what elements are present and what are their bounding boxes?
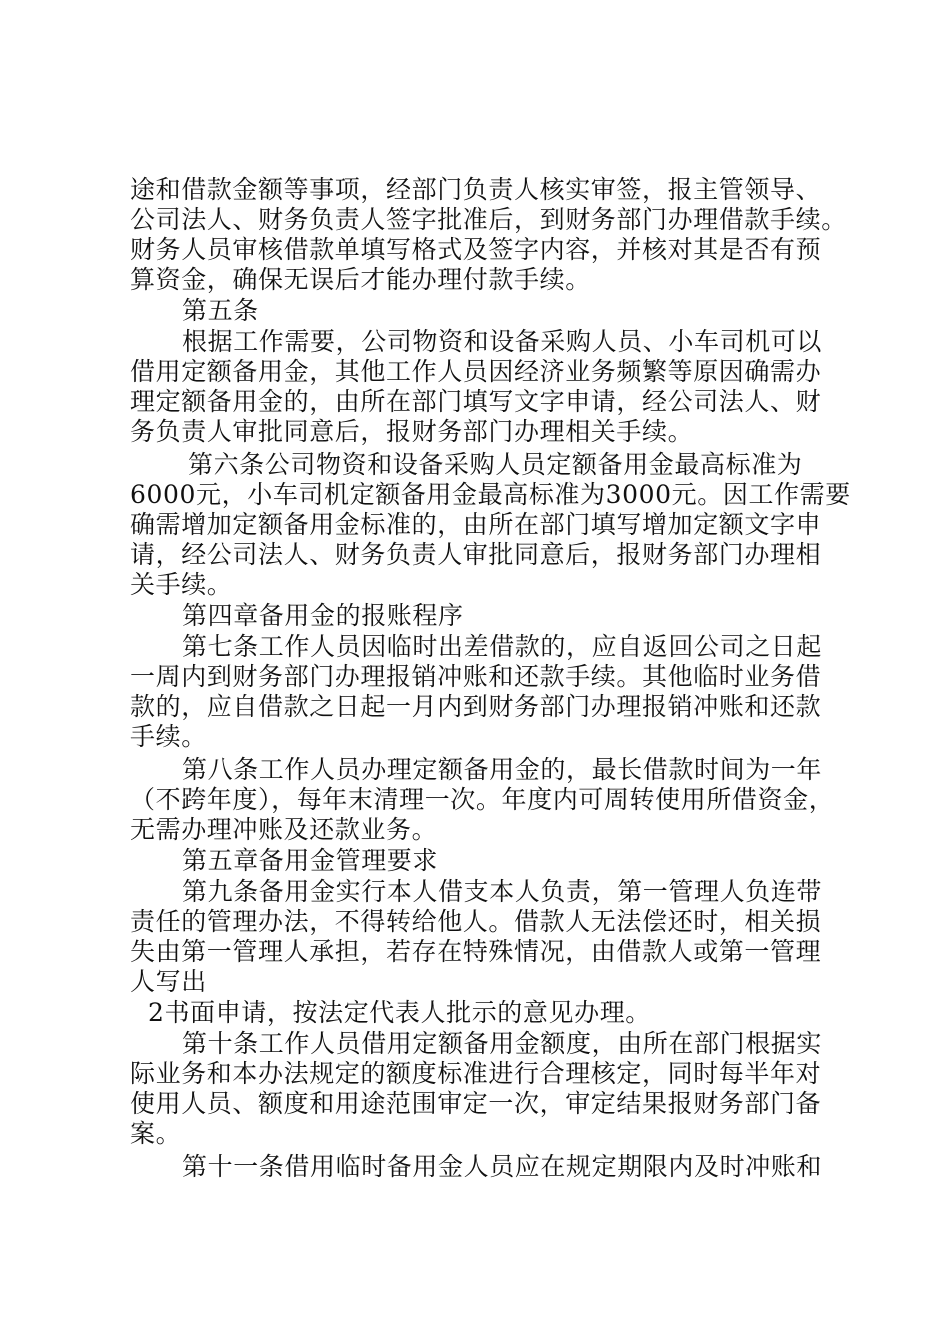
text-line: 算资金，确保无误后才能办理付款手续。 bbox=[130, 265, 591, 294]
text-line: 人写出 bbox=[130, 967, 207, 996]
text-line: 2书面申请，按法定代表人批示的意见办理。 bbox=[148, 998, 651, 1027]
text-line: 责任的管理办法，不得转给他人。借款人无法偿还时，相关损 bbox=[130, 907, 822, 936]
text-line: 一周内到财务部门办理报销冲账和还款手续。其他临时业务借 bbox=[130, 662, 822, 691]
text-line: 第七条工作人员因临时出差借款的，应自返回公司之日起 bbox=[182, 632, 823, 661]
text-line: 第十条工作人员借用定额备用金额度，由所在部门根据实 bbox=[182, 1029, 823, 1058]
text-line: 务负责人审批同意后，报财务部门办理相关手续。 bbox=[130, 417, 694, 446]
chapter-heading: 第四章备用金的报账程序 bbox=[182, 601, 464, 630]
text-line: 失由第一管理人承担，若存在特殊情况，由借款人或第一管理 bbox=[130, 937, 822, 966]
text-line: 财务人员审核借款单填写格式及签字内容，并核对其是否有预 bbox=[130, 235, 822, 264]
text-line: 使用人员、额度和用途范围审定一次，审定结果报财务部门备 bbox=[130, 1089, 822, 1118]
text-line: 请，经公司法人、财务负责人审批同意后，报财务部门办理相 bbox=[130, 540, 822, 569]
text-line: 无需办理冲账及还款业务。 bbox=[130, 815, 438, 844]
text-line: 公司法人、财务负责人签字批准后，到财务部门办理借款手续。 bbox=[130, 205, 847, 234]
text-line: 理定额备用金的，由所在部门填写文字申请，经公司法人、财 bbox=[130, 387, 822, 416]
text-line: 第八条工作人员办理定额备用金的，最长借款时间为一年 bbox=[182, 755, 823, 784]
text-line: 第九条备用金实行本人借支本人负责，第一管理人负连带 bbox=[182, 877, 823, 906]
text-line: 第六条公司物资和设备采购人员定额备用金最高标准为 bbox=[188, 450, 803, 479]
article-heading: 第五条 bbox=[182, 296, 259, 325]
text-line: 确需增加定额备用金标准的，由所在部门填写增加定额文字申 bbox=[130, 510, 822, 539]
text-line: 款的，应自借款之日起一月内到财务部门办理报销冲账和还款 bbox=[130, 692, 822, 721]
text-line: 际业务和本办法规定的额度标准进行合理核定，同时每半年对 bbox=[130, 1059, 822, 1088]
text-line: 根据工作需要，公司物资和设备采购人员、小车司机可以 bbox=[182, 327, 823, 356]
chapter-heading: 第五章备用金管理要求 bbox=[182, 846, 439, 875]
text-line: 途和借款金额等事项，经部门负责人核实审签，报主管领导、 bbox=[130, 175, 822, 204]
text-line: 案。 bbox=[130, 1119, 182, 1148]
text-line: 关手续。 bbox=[130, 570, 233, 599]
text-line: 6000元，小车司机定额备用金最高标准为3000元。因工作需要 bbox=[130, 480, 851, 509]
text-line: 借用定额备用金，其他工作人员因经济业务频繁等原因确需办 bbox=[130, 357, 822, 386]
text-line: 手续。 bbox=[130, 722, 207, 751]
text-line: （不跨年度），每年末清理一次。年度内可周转使用所借资金， bbox=[130, 785, 835, 814]
text-line: 第十一条借用临时备用金人员应在规定期限内及时冲账和 bbox=[182, 1152, 823, 1181]
